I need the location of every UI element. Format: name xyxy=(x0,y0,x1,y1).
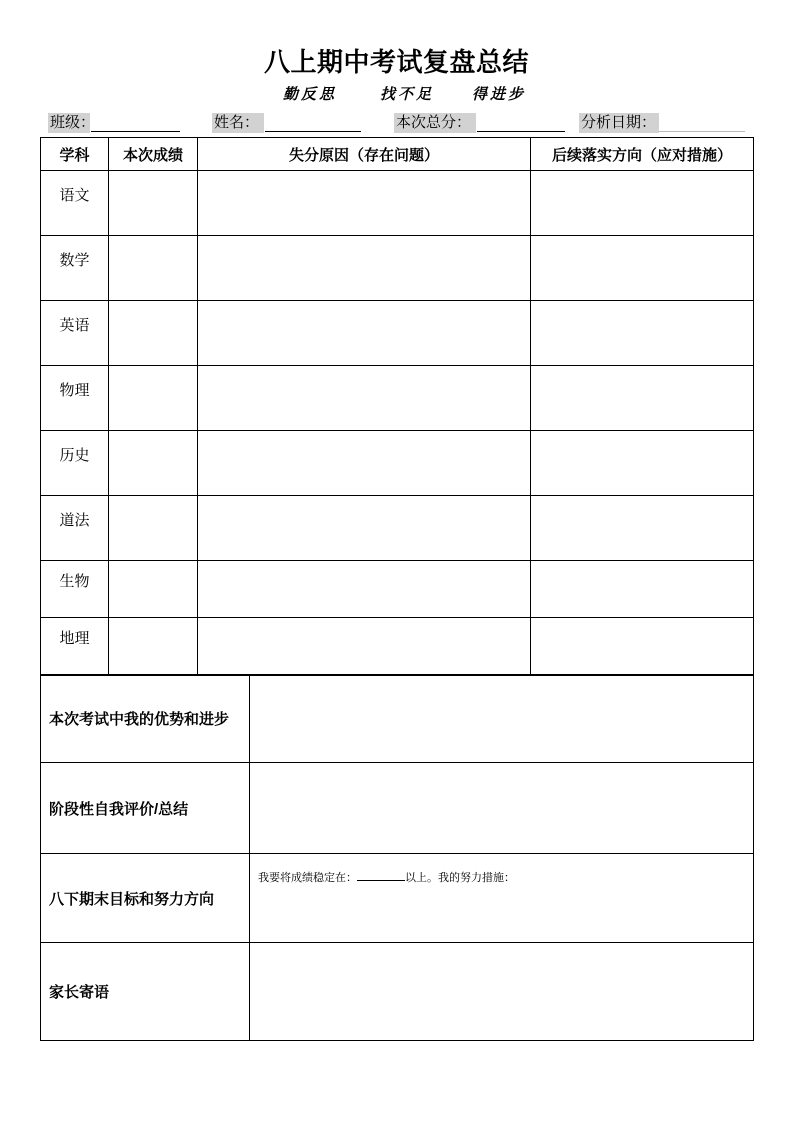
total-score-input-line[interactable] xyxy=(477,131,565,132)
date-label: 分析日期： xyxy=(579,113,659,133)
subject-chinese: 语文 xyxy=(59,187,90,204)
table-header-row xyxy=(41,138,754,171)
class-field[interactable] xyxy=(48,113,183,134)
subject-cell xyxy=(41,171,109,236)
subject-morality-law: 道法 xyxy=(59,512,90,529)
score-cell[interactable] xyxy=(109,301,198,366)
motto-find-shortcomings: 找不足 xyxy=(380,85,435,103)
table-row xyxy=(41,236,754,301)
header-loss-reason: 失分原因（存在问题） xyxy=(198,138,531,171)
score-cell[interactable] xyxy=(109,171,198,236)
table-row xyxy=(41,561,754,618)
score-cell[interactable] xyxy=(109,366,198,431)
reason-cell[interactable] xyxy=(198,301,531,366)
subject-biology: 生物 xyxy=(59,573,90,590)
date-input-line[interactable] xyxy=(659,131,745,132)
advantages-input[interactable] xyxy=(250,675,754,763)
subject-english: 英语 xyxy=(59,317,90,334)
subject-cell xyxy=(41,236,109,301)
self-eval-input[interactable] xyxy=(250,763,754,854)
subject-cell xyxy=(41,618,109,676)
table-row xyxy=(41,618,754,676)
subject-cell xyxy=(41,496,109,561)
self-eval-label: 阶段性自我评价/总结 xyxy=(41,763,250,854)
reason-cell[interactable] xyxy=(198,561,531,618)
table-row xyxy=(41,366,754,431)
subject-history: 历史 xyxy=(59,447,90,464)
goal-note-prefix: 我要将成绩稳定在： xyxy=(258,872,357,884)
goal-row xyxy=(41,854,754,943)
name-field[interactable] xyxy=(212,113,362,134)
goal-input[interactable] xyxy=(250,854,754,943)
class-input-line[interactable] xyxy=(91,131,180,132)
table-row xyxy=(41,431,754,496)
motto-reflect: 勤反思 xyxy=(283,85,338,103)
score-cell[interactable] xyxy=(109,618,198,676)
measure-cell[interactable] xyxy=(531,561,754,618)
name-label: 姓名： xyxy=(212,113,264,133)
measure-cell[interactable] xyxy=(531,618,754,676)
subject-cell xyxy=(41,431,109,496)
header-subject: 学科 xyxy=(41,138,109,171)
goal-score-blank[interactable] xyxy=(357,871,405,881)
parent-row xyxy=(41,943,754,1041)
advantages-row xyxy=(41,675,754,763)
motto-progress: 得进步 xyxy=(472,85,527,103)
measure-cell[interactable] xyxy=(531,496,754,561)
reason-cell[interactable] xyxy=(198,496,531,561)
measure-cell[interactable] xyxy=(531,236,754,301)
measure-cell[interactable] xyxy=(531,171,754,236)
total-score-field[interactable] xyxy=(394,113,566,134)
goal-note-suffix: 以上。我的努力措施： xyxy=(405,872,515,884)
self-eval-row xyxy=(41,763,754,854)
table-row xyxy=(41,171,754,236)
total-score-label: 本次总分： xyxy=(394,113,476,133)
measure-cell[interactable] xyxy=(531,431,754,496)
goal-label: 八下期末目标和努力方向 xyxy=(41,854,250,943)
subject-geography: 地理 xyxy=(59,631,90,647)
parent-label: 家长寄语 xyxy=(41,943,250,1041)
reason-cell[interactable] xyxy=(198,366,531,431)
date-field[interactable] xyxy=(579,113,747,134)
subject-cell xyxy=(41,301,109,366)
header-score: 本次成绩 xyxy=(109,138,198,171)
score-cell[interactable] xyxy=(109,431,198,496)
name-input-line[interactable] xyxy=(265,131,361,132)
table-row xyxy=(41,496,754,561)
parent-input[interactable] xyxy=(250,943,754,1041)
subject-cell xyxy=(41,561,109,618)
score-cell[interactable] xyxy=(109,496,198,561)
reason-cell[interactable] xyxy=(198,236,531,301)
class-label: 班级： xyxy=(50,115,96,131)
reflection-table xyxy=(40,674,754,1041)
measure-cell[interactable] xyxy=(531,301,754,366)
subject-cell xyxy=(41,366,109,431)
table-row xyxy=(41,301,754,366)
reason-cell[interactable] xyxy=(198,431,531,496)
measure-cell[interactable] xyxy=(531,366,754,431)
header-follow-up: 后续落实方向（应对措施） xyxy=(531,138,754,171)
subject-math: 数学 xyxy=(59,252,90,269)
page-title: 八上期中考试复盘总结 xyxy=(263,48,529,78)
score-cell[interactable] xyxy=(109,561,198,618)
subject-table xyxy=(40,137,754,676)
score-cell[interactable] xyxy=(109,236,198,301)
reason-cell[interactable] xyxy=(198,618,531,676)
advantages-label: 本次考试中我的优势和进步 xyxy=(41,675,250,763)
reason-cell[interactable] xyxy=(198,171,531,236)
subject-physics: 物理 xyxy=(59,382,90,399)
